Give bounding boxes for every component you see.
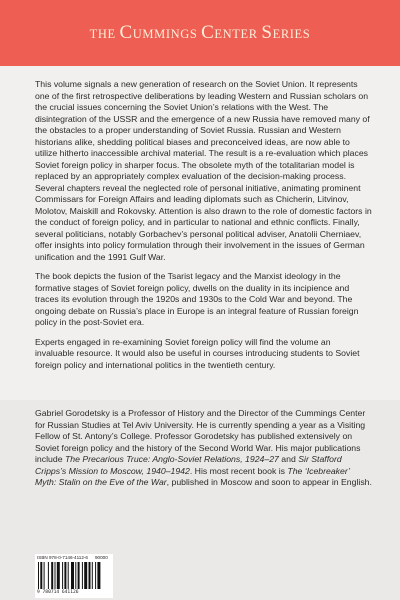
book-title: The ‘Icebreaker’ Myth: Stalin on the Eve of the War [35, 465, 350, 487]
isbn-label: ISBN 978-0-7146-4112-6 [37, 555, 88, 560]
series-banner [0, 0, 400, 66]
barcode [35, 554, 113, 598]
blurb-text [35, 79, 372, 379]
barcode-bars [38, 562, 110, 589]
author-bio: Gabriel Gorodetsky is a Professor of History and the Director of the Cummings Center for Russian Studies at Tel Aviv University. He is currently spending a year as a Visiting Fellow of St. Antony’s College. Professor Gorodetsky has published extensively on Soviet foreign policy and the history of the Second World War. His major publications include The Precarious Truce: Anglo-Soviet Relations, 1924–27 and Sir Stafford Cripps’s Mission to Moscow, 1940–1942. His most recent book is The ‘Icebreaker’ Myth: Stalin on the Eve of the War, published in Moscow and soon to appear in English. [35, 408, 372, 487]
barcode-number: 9 780714 641126 [37, 590, 79, 595]
series-title: THE CUMMINGS CENTER SERIES [89, 22, 311, 43]
blurb-paragraph: The book depicts the fusion of the Tsarist legacy and the Marxist ideology in the formative stages of Soviet foreign policy, dwells on the duality in its incipience and traces its evolution through the 1920s and 1930s to the Cold War and beyond. The ongoing debate on Russia’s place in Europe is an integral feature of Russian foreign policy in the post-Soviet era. [35, 271, 359, 327]
book-title: Sir Stafford Cripps’s Mission to Moscow, 1940–1942 [35, 454, 342, 476]
book-title: The Precarious Truce: Anglo-Soviet Relations, 1924–27 [64, 454, 279, 464]
barcode-addon: 90000 [95, 555, 108, 560]
blurb-paragraph: Experts engaged in re-examining Soviet foreign policy will find the volume an invaluable resource. It would also be useful in courses introducing students to Soviet foreign policy and international politics in the twentieth century. [35, 336, 360, 370]
blurb-paragraph: This volume signals a new generation of research on the Soviet Union. It represents one of the first retrospective deliberations by leading Western and Russian scholars on the crucial issues concerning the Soviet Union’s relations with the West. The disintegration of the USSR and the emergence of a new Russia have removed many of the obstacles to a proper understanding of Soviet Russia. Russian and Western historians alike, shedding political biases and preconceived ideas, are now able to utilize hitherto inaccessible archival material. The result is a re-evaluation which places Soviet foreign policy in sharper focus. The obsolete myth of the totalitarian model is replaced by an appropriately complex evaluation of the decision-making process. Several chapters reveal the neglected role of personal initiative, animating prominent Commissars for Foreign Affairs and leading diplomats such as Chicherin, Litvinov, Molotov, Maiskill and Rokovsky. Attention is also drawn to the role of domestic factors in the conduct of foreign policy, and in particular to national and ethnic conflicts. Finally, several politicians, notably Gorbachev’s personal political adviser, Anatolii Cherniaev, offer insights into policy formulation through their involvement in the issues of German unification and the 1991 Gulf War. [35, 79, 372, 262]
